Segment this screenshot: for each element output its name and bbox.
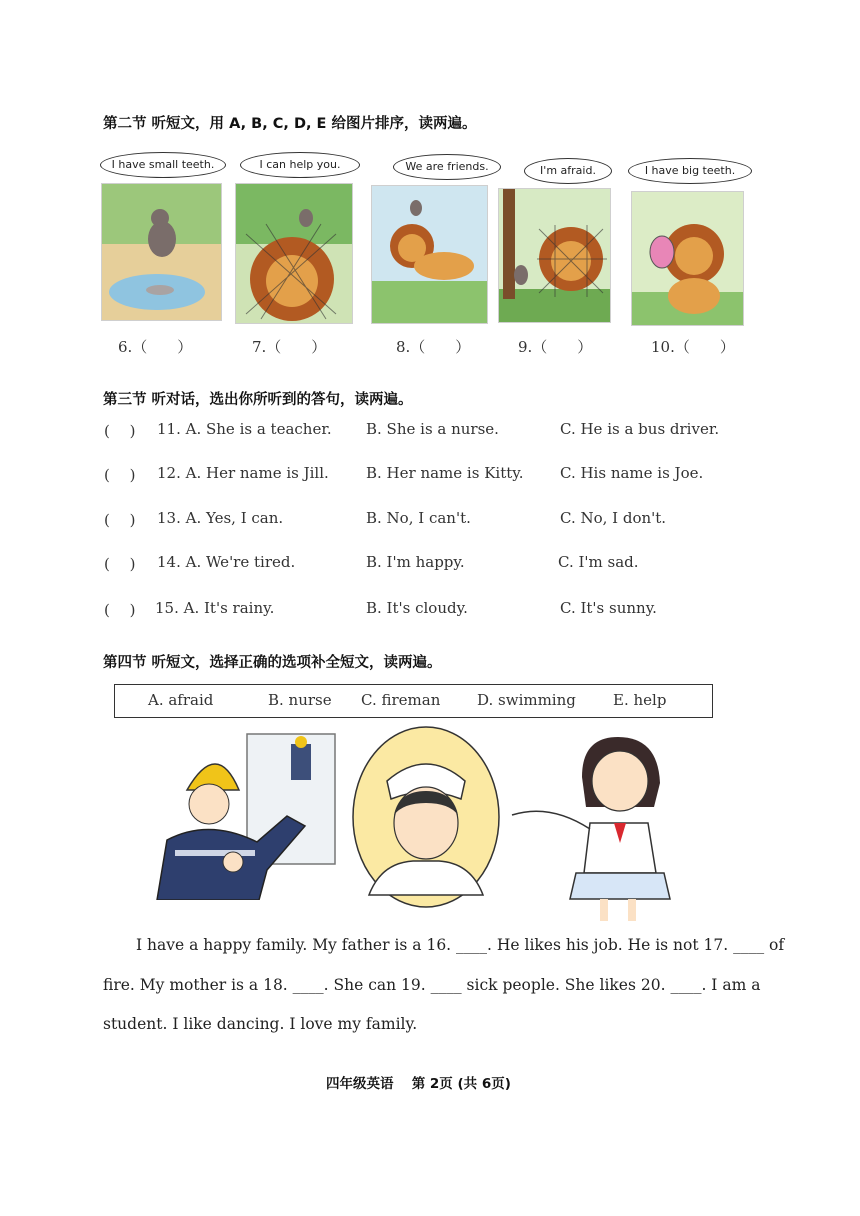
section4-heading: 第四节 听短文，选择正确的选项补全短文，读两遍。 (103, 655, 442, 671)
option-a-14: 14. A. We're tired. (157, 553, 296, 571)
option-b-11: B. She is a nurse. (366, 420, 499, 438)
word-option-e: E. help (613, 691, 667, 709)
answer-blank-12[interactable]: ( ) (104, 466, 136, 484)
nurse-picture (351, 725, 501, 909)
order-blank-10[interactable]: 10.（ ） (651, 338, 735, 356)
option-a-13: 13. A. Yes, I can. (157, 509, 284, 527)
option-a-12: 12. A. Her name is Jill. (157, 464, 329, 482)
option-a-11: 11. A. She is a teacher. (157, 420, 332, 438)
order-blank-8[interactable]: 8.（ ） (396, 338, 471, 356)
speech-bubble-4: I'm afraid. (524, 158, 612, 184)
lion-mirror-picture (631, 191, 744, 326)
option-b-15: B. It's cloudy. (366, 599, 468, 617)
page-footer: 四年级英语 第 2页 (共 6页) (326, 1076, 511, 1092)
word-option-a: A. afraid (148, 691, 214, 709)
girl-picture (510, 733, 674, 923)
word-option-b: B. nurse (268, 691, 332, 709)
option-b-14: B. I'm happy. (366, 553, 465, 571)
option-c-12: C. His name is Joe. (560, 464, 704, 482)
word-option-c: C. fireman (361, 691, 441, 709)
lion-running-picture (371, 185, 488, 324)
option-c-13: C. No, I don't. (560, 509, 667, 527)
option-c-15: C. It's sunny. (560, 599, 657, 617)
mouse-picture (101, 183, 222, 321)
lion-net-picture (235, 183, 353, 324)
option-a-15: 15. A. It's rainy. (155, 599, 275, 617)
word-bank-box (114, 684, 713, 718)
speech-bubble-5: I have big teeth. (628, 158, 752, 184)
order-blank-6[interactable]: 6.（ ） (118, 338, 193, 356)
word-option-d: D. swimming (477, 691, 576, 709)
speech-bubble-2: I can help you. (240, 152, 360, 178)
order-blank-9[interactable]: 9.（ ） (518, 338, 593, 356)
order-blank-7[interactable]: 7.（ ） (252, 338, 327, 356)
lion-trapped-picture (498, 188, 611, 323)
option-c-11: C. He is a bus driver. (560, 420, 720, 438)
passage-line-2: fire. My mother is a 18. ____. She can 19. ____ sick people. She likes 20. ____. I am a (103, 976, 761, 994)
passage-line-3: student. I like dancing. I love my family. (103, 1015, 418, 1033)
section3-heading: 第三节 听对话，选出你所听到的答句，读两遍。 (103, 392, 413, 408)
answer-blank-15[interactable]: ( ) (104, 601, 136, 619)
speech-bubble-1: I have small teeth. (100, 152, 226, 178)
option-c-14: C. I'm sad. (558, 553, 639, 571)
section2-heading: 第二节 听短文，用 A, B, C, D, E 给图片排序，读两遍。 (103, 116, 477, 132)
speech-bubble-3: We are friends. (393, 154, 501, 180)
option-b-12: B. Her name is Kitty. (366, 464, 524, 482)
passage-line-1: I have a happy family. My father is a 16. ____. He likes his job. He is not 17. ____ of (136, 936, 785, 954)
answer-blank-14[interactable]: ( ) (104, 555, 136, 573)
fireman-picture (147, 730, 337, 900)
option-b-13: B. No, I can't. (366, 509, 471, 527)
answer-blank-13[interactable]: ( ) (104, 511, 136, 529)
answer-blank-11[interactable]: ( ) (104, 422, 136, 440)
